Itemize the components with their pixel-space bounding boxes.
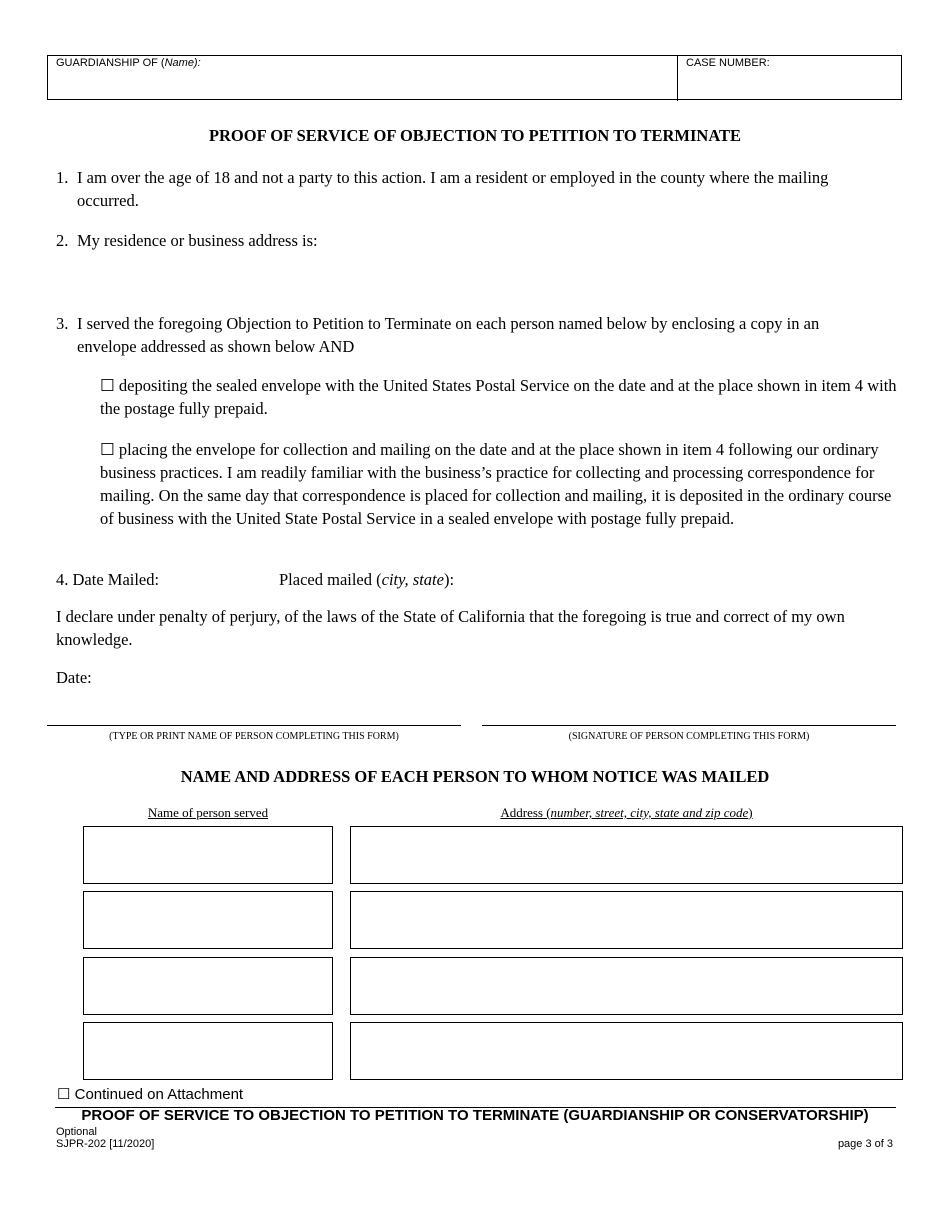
served-name-field-1[interactable] — [83, 826, 333, 884]
served-name-field-3[interactable] — [83, 957, 333, 1015]
printed-name-field[interactable] — [47, 698, 461, 724]
option-business-practice — [100, 438, 892, 530]
name-caption: (TYPE OR PRINT NAME OF PERSON COMPLETING THIS FORM) — [109, 731, 399, 742]
case-number-field[interactable] — [679, 72, 901, 99]
address-column-header: Address (number, street, city, state and zip code) — [500, 805, 753, 820]
date-field[interactable] — [100, 664, 400, 688]
optional-label: Optional — [56, 1126, 97, 1138]
page-number: page 3 of 3 — [837, 1138, 893, 1150]
postal-service-text: depositing the sealed envelope with the United States Postal Service on the date and at the place shown in item 4 with the postage fully prepaid. — [100, 376, 897, 418]
service-list-title: NAME AND ADDRESS OF EACH PERSON TO WHOM NOTICE WAS MAILED — [180, 767, 770, 786]
item-1-text: I am over the age of 18 and not a party to this action. I am a resident or employed in the county where the mailing occurred. — [77, 168, 829, 210]
business-practice-checkbox[interactable]: ☐ — [100, 440, 115, 459]
footer-title: PROOF OF SERVICE TO OBJECTION TO PETITION TO TERMINATE (GUARDIANSHIP OR CONSERVATORSHIP) — [81, 1107, 869, 1124]
item-3-text: I served the foregoing Objection to Petition to Terminate on each person named below by enclosing a copy in an envelope addressed as shown below AND — [77, 314, 820, 356]
signature-line — [482, 725, 896, 726]
signature-caption: (SIGNATURE OF PERSON COMPLETING THIS FORM) — [568, 731, 810, 742]
place-mailed-field[interactable] — [465, 566, 895, 590]
continued-on-attachment — [57, 1085, 243, 1103]
served-address-field-4[interactable] — [350, 1022, 903, 1080]
item-2-text: My residence or business address is: — [77, 231, 318, 250]
served-name-field-2[interactable] — [83, 891, 333, 949]
item-2-number: 2. — [56, 231, 69, 250]
declaration-text: I declare under penalty of perjury, of the laws of the State of California that the foregoing is true and correct of my own knowledge. — [56, 607, 845, 649]
address-field[interactable] — [77, 256, 887, 304]
name-line — [47, 725, 461, 726]
page-title: PROOF OF SERVICE OF OBJECTION TO PETITION TO TERMINATE — [208, 126, 742, 145]
served-address-field-2[interactable] — [350, 891, 903, 949]
date-mailed-label: 4. Date Mailed: — [56, 570, 160, 589]
postal-service-checkbox[interactable]: ☐ — [100, 376, 115, 395]
item-1-number: 1. — [56, 168, 69, 187]
option-postal-service — [100, 374, 900, 420]
place-mailed-label: Placed mailed (city, state): — [279, 570, 455, 589]
continued-label: Continued on Attachment — [74, 1086, 244, 1103]
served-name-field-4[interactable] — [83, 1022, 333, 1080]
form-number: SJPR-202 [11/2020] — [56, 1138, 155, 1150]
served-address-field-3[interactable] — [350, 957, 903, 1015]
caption-divider — [677, 55, 678, 101]
case-number-label: CASE NUMBER: — [686, 57, 770, 69]
name-column-header: Name of person served — [147, 805, 269, 820]
item-3-number: 3. — [56, 314, 69, 333]
business-practice-text: placing the envelope for collection and mailing on the date and at the place shown in item 4 following our ordinary business practices. I am readily familiar with the business’s practice for collecting and processing correspondence for mailing. On the same day that correspondence is placed for collection and mailing, it is deposited in the ordinary course of business with the United State Postal Service in a sealed envelope with postage fully prepaid. — [100, 440, 892, 528]
date-label: Date: — [56, 668, 92, 687]
guardianship-of-label: GUARDIANSHIP OF (Name): — [56, 57, 201, 69]
date-mailed-field[interactable] — [165, 566, 275, 590]
served-address-field-1[interactable] — [350, 826, 903, 884]
continued-checkbox[interactable]: ☐ — [57, 1086, 71, 1103]
guardianship-name-field[interactable] — [48, 72, 676, 99]
signature-field[interactable] — [482, 698, 896, 724]
